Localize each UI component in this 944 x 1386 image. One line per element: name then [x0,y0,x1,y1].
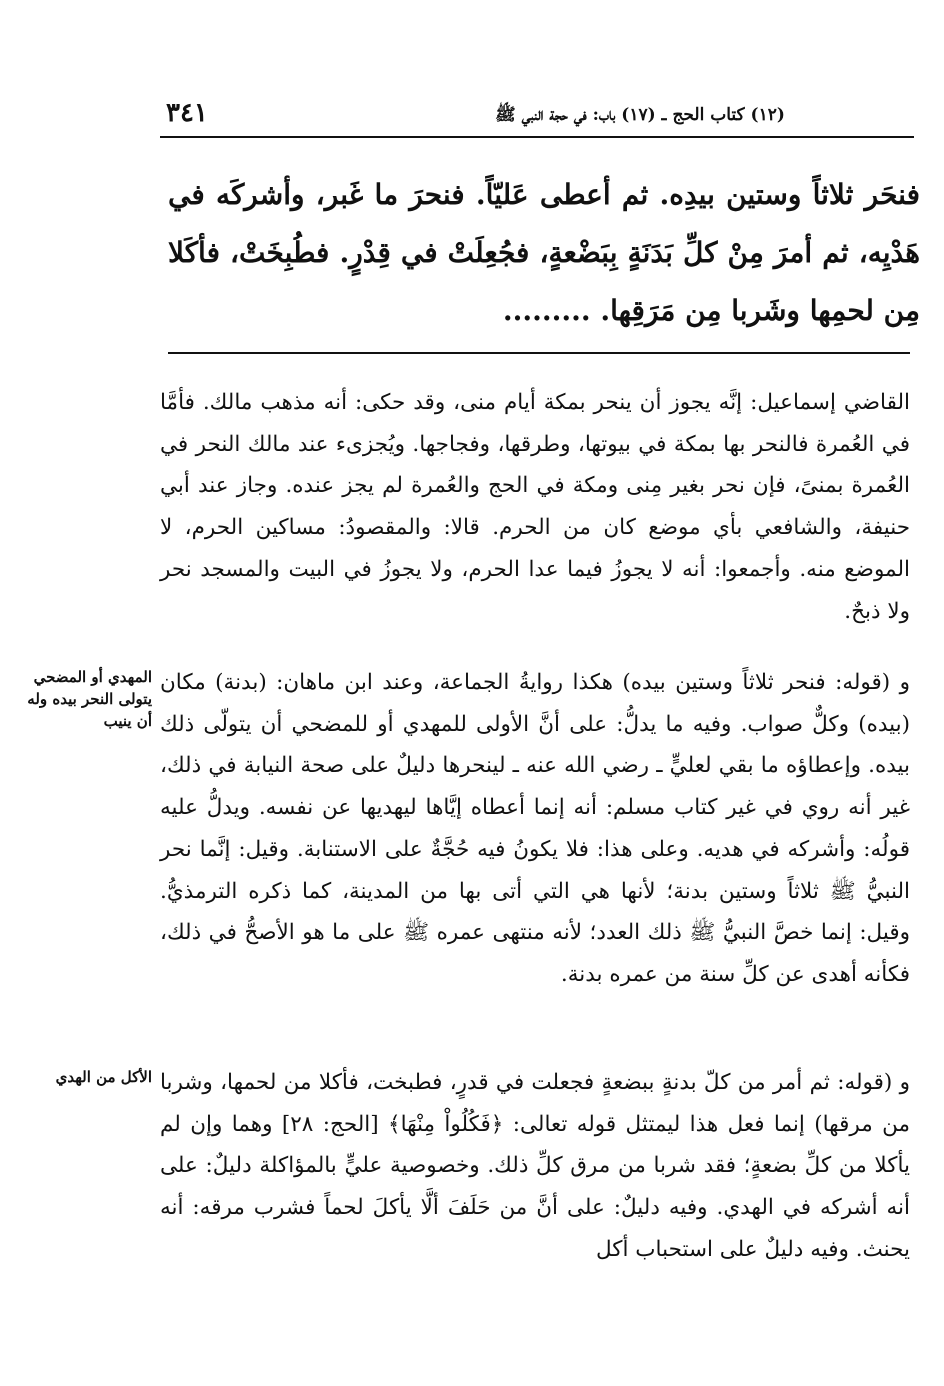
page-header [160,96,914,138]
margin-note-1: المهدي أو المضحي يتولى النحر بيده وله أن ينيب [27,668,152,730]
commentary-paragraph-1: القاضي إسماعيل: إنَّه يجوز أن ينحر بمكة أيام منى، وقد حكى: أنه مذهب مالك. فأمَّا في العُمرة فالنحر بها بمكة في بيوتها، وطرقها، وفجاجها. ويُجزىء عند مالك النحر في العُمرة بمنىً، فإن نحر بغير مِنى ومكة في الحج والعُمرة لم يجز عنده. وجاز عند أبي حنيفة، والشافعي بأي موضع كان من الحرم. قالا: والمقصودُ: مساكين الحرم، لا الموضع منه. وأجمعوا: أنه لا يجوزُ فيما عدا الحرم، ولا يجوزُ في البيت والمسجد نحر ولا ذبحٌ. [160,390,910,624]
separator-line [168,352,910,354]
page-number: ٣٤١ [166,98,208,128]
hadith-text [168,166,920,340]
margin-note-2: الأكل من الهدي [55,1068,152,1086]
hadith-body: فنحَر ثلاثاً وستين بيدِه. ثم أعطى عَليّاً. فنحرَ ما غَبر، وأشركَه في هَدْيِه، ثم أمرَ مِنْ كلِّ بَدَنَةٍ بِبَضْعةٍ، فجُعِلَتْ في قِدْرٍ. فطُبِخَتْ، فأكَلا مِن لحمِها وشَربا مِن مَرَقِها. [168,178,920,327]
commentary-paragraph-3: و (قوله: ثم أمر من كلّ بدنةٍ ببضعةٍ فجعلت في قدرٍ، فطبخت، فأكلا من لحمها، وشربا من مرقها) إنما فعل هذا ليمتثل قوله تعالى: ﴿فَكُلُواْ مِنْهَا﴾ [الحج: ٢٨] وهما وإن لم يأكلا من كلِّ بضعةٍ؛ فقد شربا من مرق كلِّ ذلك. وخصوصية عليٍّ بالمؤاكلة دليلٌ: على أنه أشركه في الهدي. وفيه دليلٌ: على أنَّ من حَلَفَ ألَّا يأكلَ لحماً فشرب مرقه: أنه يحنث. وفيه دليلٌ على استحباب أكل [160,1070,910,1262]
commentary-paragraph-2: و (قوله: فنحر ثلاثاً وستين بيده) هكذا روايةُ الجماعة، وعند ابن ماهان: (بدنة) مكان (بيده) وكلٌّ صواب. وفيه ما يدلُّ: على أنَّ الأولى للمهدي أو للمضحي أن يتولّى ذلك بيده. وإعطاؤه ما بقي لعليٍّ ـ رضي الله عنه ـ لينحرها دليلٌ على صحة النيابة في ذلك، غير أنه روي في غير كتاب مسلم: أنه إنما أعطاه إيَّاها ليهديها عن نفسه. ويدلُّ عليه قولُه: وأشركه في هديه. وعلى هذا: فلا يكونُ فيه حُجَّةٌ على الاستنابة. وقيل: إنَّما نحر النبيُّ ﷺ ثلاثاً وستين بدنة؛ لأنها هي التي أتى بها من المدينة، كما ذكره الترمذيُّ. وقيل: إنما خصَّ النبيُّ ﷺ ذلك العدد؛ لأنه منتهى عمره ﷺ على ما هو الأصحُّ في ذلك، فكأنه أهدى عن كلِّ سنة من عمره بدنة. [160,670,910,987]
hadith-dots: ......... [502,294,591,327]
running-title: (١٢) كتاب الحج ـ (١٧) باب: في حجة النبي ﷺ [495,105,785,125]
